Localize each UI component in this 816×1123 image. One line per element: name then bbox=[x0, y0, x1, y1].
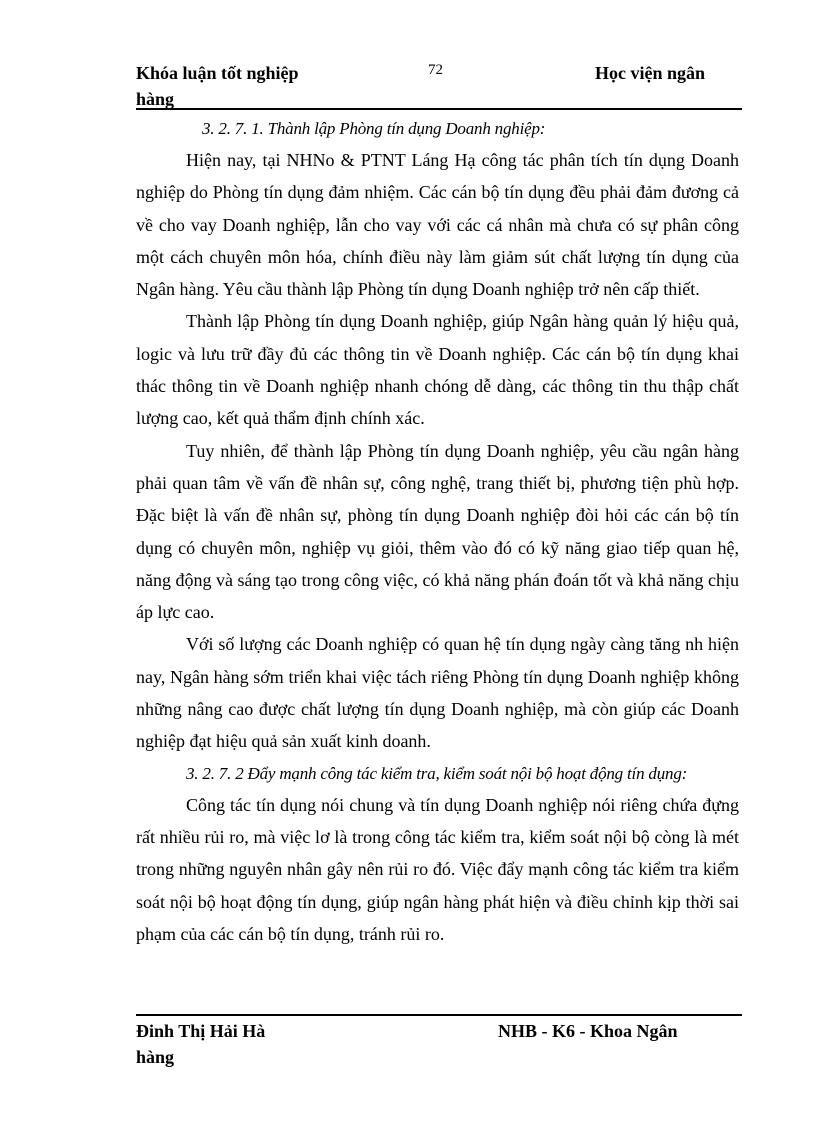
footer-author bbox=[136, 1018, 336, 1070]
header-thesis-label: Khóa luận tốt nghiệp bbox=[136, 63, 299, 83]
paragraph: Tuy nhiên, để thành lập Phòng tín dụng Doanh nghiệp, yêu cầu ngân hàng phải quan tâm về vấn đề nhân sự, công nghệ, trang thiết bị, phương tiện phù hợp. Đặc biệt là vấn đề nhân sự, phòng tín dụng Doanh nghiệp đòi hỏi các cán bộ tín dụng có chuyên môn, nghiệp vụ giỏi, thêm vào đó có kỹ năng giao tiếp quan hệ, năng động và sáng tạo trong công việc, có khả năng phán đoán tốt và khả năng chịu áp lực cao. bbox=[136, 440, 739, 623]
footer-author-name: Đinh Thị Hải Hà bbox=[136, 1021, 266, 1041]
page-body bbox=[136, 114, 739, 950]
footer-divider bbox=[136, 1014, 742, 1016]
header-left-title bbox=[136, 60, 376, 112]
footer-class-info: NHB - K6 - Khoa Ngân bbox=[498, 1021, 678, 1041]
paragraph: Công tác tín dụng nói chung và tín dụng Doanh nghiệp nói riêng chứa đựng rất nhiều rủi ro, mà việc lơ là trong công tác kiểm tra, kiểm soát nội bộ còng là mét trong những nguyên nhân gây nên rủi ro đó. Việc đẩy mạnh công tác kiểm tra kiểm soát nội bộ hoạt động tín dụng, giúp ngân hàng phát hiện và điều chỉnh kịp thời sai phạm của các cán bộ tín dụng, tránh rủi ro. bbox=[136, 794, 739, 944]
header-divider bbox=[136, 108, 742, 110]
page-number: 72 bbox=[428, 62, 443, 78]
section-heading-3-2-7-1: 3. 2. 7. 1. Thành lập Phòng tín dụng Doanh nghiệp: bbox=[202, 119, 546, 138]
page-footer bbox=[136, 1018, 742, 1068]
section-heading-3-2-7-2: 3. 2. 7. 2 Đẩy mạnh công tác kiểm tra, kiểm soát nội bộ hoạt động tín dụng: bbox=[186, 763, 688, 783]
header-thesis-label-continued: hàng bbox=[136, 89, 175, 109]
footer-author-continued: hàng bbox=[136, 1047, 175, 1067]
paragraph: Thành lập Phòng tín dụng Doanh nghiệp, giúp Ngân hàng quản lý hiệu quả, logic và lưu trữ đầy đủ các thông tin về Doanh nghiệp. Các cán bộ tín dụng khai thác thông tin về Doanh nghiệp nhanh chóng dễ dàng, các thông tin thu thập chất lượng cao, kết quả thẩm định chính xác. bbox=[136, 311, 739, 429]
page-header bbox=[136, 60, 742, 110]
header-institution: Học viện ngân bbox=[595, 63, 706, 83]
paragraph: Hiện nay, tại NHNo & PTNT Láng Hạ công tác phân tích tín dụng Doanh nghiệp do Phòng tín dụng đảm nhiệm. Các cán bộ tín dụng đều phải đảm đương cả về cho vay Doanh nghiệp, lẫn cho vay với các cá nhân mà chưa có sự phân công một cách chuyên môn hóa, chính điều này làm giảm sút chất lượng tín dụng của Ngân hàng. Yêu cầu thành lập Phòng tín dụng Doanh nghiệp trở nên cấp thiết. bbox=[136, 150, 739, 300]
paragraph: Với số lượng các Doanh nghiệp có quan hệ tín dụng ngày càng tăng nh hiện nay, Ngân hàng sớm triển khai việc tách riêng Phòng tín dụng Doanh nghiệp không những nâng cao được chất lượng tín dụng Doanh nghiệp, mà còn giúp các Doanh nghiệp đạt hiệu quả sản xuất kinh doanh. bbox=[136, 634, 739, 752]
